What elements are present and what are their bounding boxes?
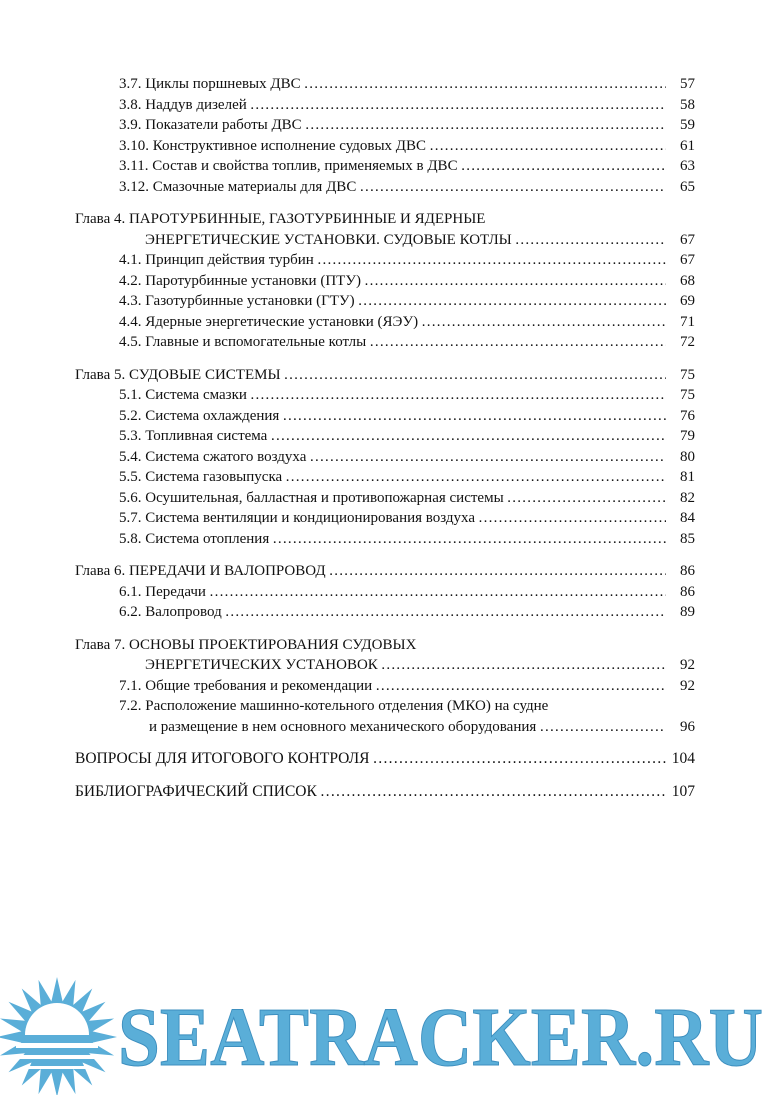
leader-dots bbox=[381, 655, 666, 676]
toc-chapter-4-heading[interactable]: Глава 4. ПАРОТУРБИННЫЕ, ГАЗОТУРБИННЫЕ И ЯДЕРНЫЕ bbox=[75, 211, 486, 227]
toc-chapter-7[interactable]: ЭНЕРГЕТИЧЕСКИХ УСТАНОВОК ………………………………………………………………………………………………………………………………………………………………………… 92 bbox=[75, 655, 695, 676]
toc-chapter-6[interactable]: Глава 6. ПЕРЕДАЧИ И ВАЛОПРОВОД ………………………………………………………………………………………………………………………………………………………………………… 86 bbox=[75, 561, 695, 582]
toc-entry-4-3[interactable]: 4.3. Газотурбинные установки (ГТУ) ………………………………………………………………………………………………………………………………………………………………………… 69 bbox=[75, 291, 695, 312]
leader-dots bbox=[421, 312, 666, 333]
leader-dots bbox=[507, 488, 666, 509]
toc-entry-6-1[interactable]: 6.1. Передачи ………………………………………………………………………………………………………………………………………………………………………… 86 bbox=[75, 582, 695, 603]
leader-dots bbox=[358, 291, 666, 312]
leader-dots bbox=[364, 271, 666, 292]
toc-entry-5-2[interactable]: 5.2. Система охлаждения ………………………………………………………………………………………………………………………………………………………………………… 76 bbox=[75, 406, 695, 427]
toc-entry-5-8[interactable]: 5.8. Система отопления ………………………………………………………………………………………………………………………………………………………………………… 85 bbox=[75, 529, 695, 550]
leader-dots bbox=[309, 447, 666, 468]
leader-dots bbox=[284, 365, 666, 386]
leader-dots bbox=[539, 717, 666, 738]
leader-dots bbox=[250, 95, 666, 116]
toc-chapter-7-heading[interactable]: Глава 7. ОСНОВЫ ПРОЕКТИРОВАНИЯ СУДОВЫХ bbox=[75, 636, 417, 653]
leader-dots bbox=[429, 136, 666, 157]
toc-chapter-5[interactable]: Глава 5. СУДОВЫЕ СИСТЕМЫ ………………………………………………………………………………………………………………………………………………………………………… 75 bbox=[75, 365, 695, 386]
leader-dots bbox=[317, 250, 666, 271]
toc-entry-6-2[interactable]: 6.2. Валопровод ………………………………………………………………………………………………………………………………………………………………………… 89 bbox=[75, 602, 695, 623]
toc-entry-7-2[interactable]: и размещение в нем основного механического оборудования ………………………………………………………………………………………………………………………………………………………………………… 96 bbox=[75, 717, 695, 738]
sun-icon bbox=[0, 977, 117, 1095]
toc-entry-4-5[interactable]: 4.5. Главные и вспомогательные котлы ………………………………………………………………………………………………………………………………………………………………………… 72 bbox=[75, 332, 695, 353]
toc-entry-4-2[interactable]: 4.2. Паротурбинные установки (ПТУ) ………………………………………………………………………………………………………………………………………………………………………… 68 bbox=[75, 271, 695, 292]
watermark-text: SEATRACKER.RU bbox=[118, 991, 763, 1084]
leader-dots bbox=[225, 602, 666, 623]
leader-dots bbox=[515, 230, 666, 251]
leader-dots bbox=[369, 332, 666, 353]
toc-entry-3-7[interactable]: 3.7. Циклы поршневых ДВС ………………………………………………………………………………………………………………………………………………………………………… 57 bbox=[75, 74, 695, 95]
toc-entry-5-1[interactable]: 5.1. Система смазки ………………………………………………………………………………………………………………………………………………………………………… 75 bbox=[75, 385, 695, 406]
toc-entry-5-7[interactable]: 5.7. Система вентиляции и кондиционирования воздуха ………………………………………………………………………………………………………………………………………………………………………… 84 bbox=[75, 508, 695, 529]
leader-dots bbox=[304, 74, 666, 95]
toc-entry-5-4[interactable]: 5.4. Система сжатого воздуха ………………………………………………………………………………………………………………………………………………………………………… 80 bbox=[75, 447, 695, 468]
toc-entry-7-2-heading[interactable]: 7.2. Расположение машинно-котельного отделения (МКО) на судне bbox=[119, 698, 549, 714]
leader-dots bbox=[372, 749, 666, 770]
leader-dots bbox=[270, 426, 666, 447]
toc-entry-4-4[interactable]: 4.4. Ядерные энергетические установки (ЯЭУ) ………………………………………………………………………………………………………………………………………………………………………… 71 bbox=[75, 312, 695, 333]
leader-dots bbox=[282, 406, 666, 427]
table-of-contents bbox=[75, 74, 695, 802]
toc-entry-3-9[interactable]: 3.9. Показатели работы ДВС ………………………………………………………………………………………………………………………………………………………………………… 59 bbox=[75, 115, 695, 136]
leader-dots bbox=[320, 782, 666, 803]
leader-dots bbox=[272, 529, 666, 550]
leader-dots bbox=[375, 676, 666, 697]
leader-dots bbox=[250, 385, 666, 406]
toc-entry-3-12[interactable]: 3.12. Смазочные материалы для ДВС ………………………………………………………………………………………………………………………………………………………………………… 65 bbox=[75, 177, 695, 198]
leader-dots bbox=[305, 115, 666, 136]
toc-bibliography[interactable]: БИБЛИОГРАФИЧЕСКИЙ СПИСОК ………………………………………………………………………………………………………………………………………………………………………… 107 bbox=[75, 782, 695, 803]
toc-entry-5-3[interactable]: 5.3. Топливная система ………………………………………………………………………………………………………………………………………………………………………… 79 bbox=[75, 426, 695, 447]
toc-entry-3-8[interactable]: 3.8. Наддув дизелей ………………………………………………………………………………………………………………………………………………………………………… 58 bbox=[75, 95, 695, 116]
toc-entry-4-1[interactable]: 4.1. Принцип действия турбин ………………………………………………………………………………………………………………………………………………………………………… 67 bbox=[75, 250, 695, 271]
toc-chapter-4[interactable]: ЭНЕРГЕТИЧЕСКИЕ УСТАНОВКИ. СУДОВЫЕ КОТЛЫ ………………………………………………………………………………………………………………………………………………………………………… 67 bbox=[75, 230, 695, 251]
toc-entry-5-5[interactable]: 5.5. Система газовыпуска ………………………………………………………………………………………………………………………………………………………………………… 81 bbox=[75, 467, 695, 488]
leader-dots bbox=[209, 582, 666, 603]
toc-entry-3-11[interactable]: 3.11. Состав и свойства топлив, применяемых в ДВС ………………………………………………………………………………………………………………………………………………………………………… 63 bbox=[75, 156, 695, 177]
toc-questions[interactable]: ВОПРОСЫ ДЛЯ ИТОГОВОГО КОНТРОЛЯ ………………………………………………………………………………………………………………………………………………………………………… 104 bbox=[75, 749, 695, 770]
watermark-svg bbox=[0, 975, 775, 1095]
toc-entry-7-1[interactable]: 7.1. Общие требования и рекомендации ………………………………………………………………………………………………………………………………………………………………………… 92 bbox=[75, 676, 695, 697]
leader-dots bbox=[478, 508, 666, 529]
leader-dots bbox=[461, 156, 666, 177]
leader-dots bbox=[285, 467, 666, 488]
leader-dots bbox=[359, 177, 666, 198]
toc-entry-3-10[interactable]: 3.10. Конструктивное исполнение судовых ДВС ………………………………………………………………………………………………………………………………………………………………………… 61 bbox=[75, 136, 695, 157]
leader-dots bbox=[329, 561, 666, 582]
toc-entry-5-6[interactable]: 5.6. Осушительная, балластная и противопожарная системы ………………………………………………………………………………………………………………………………………………………………………… 82 bbox=[75, 488, 695, 509]
watermark-logo bbox=[0, 975, 775, 1095]
